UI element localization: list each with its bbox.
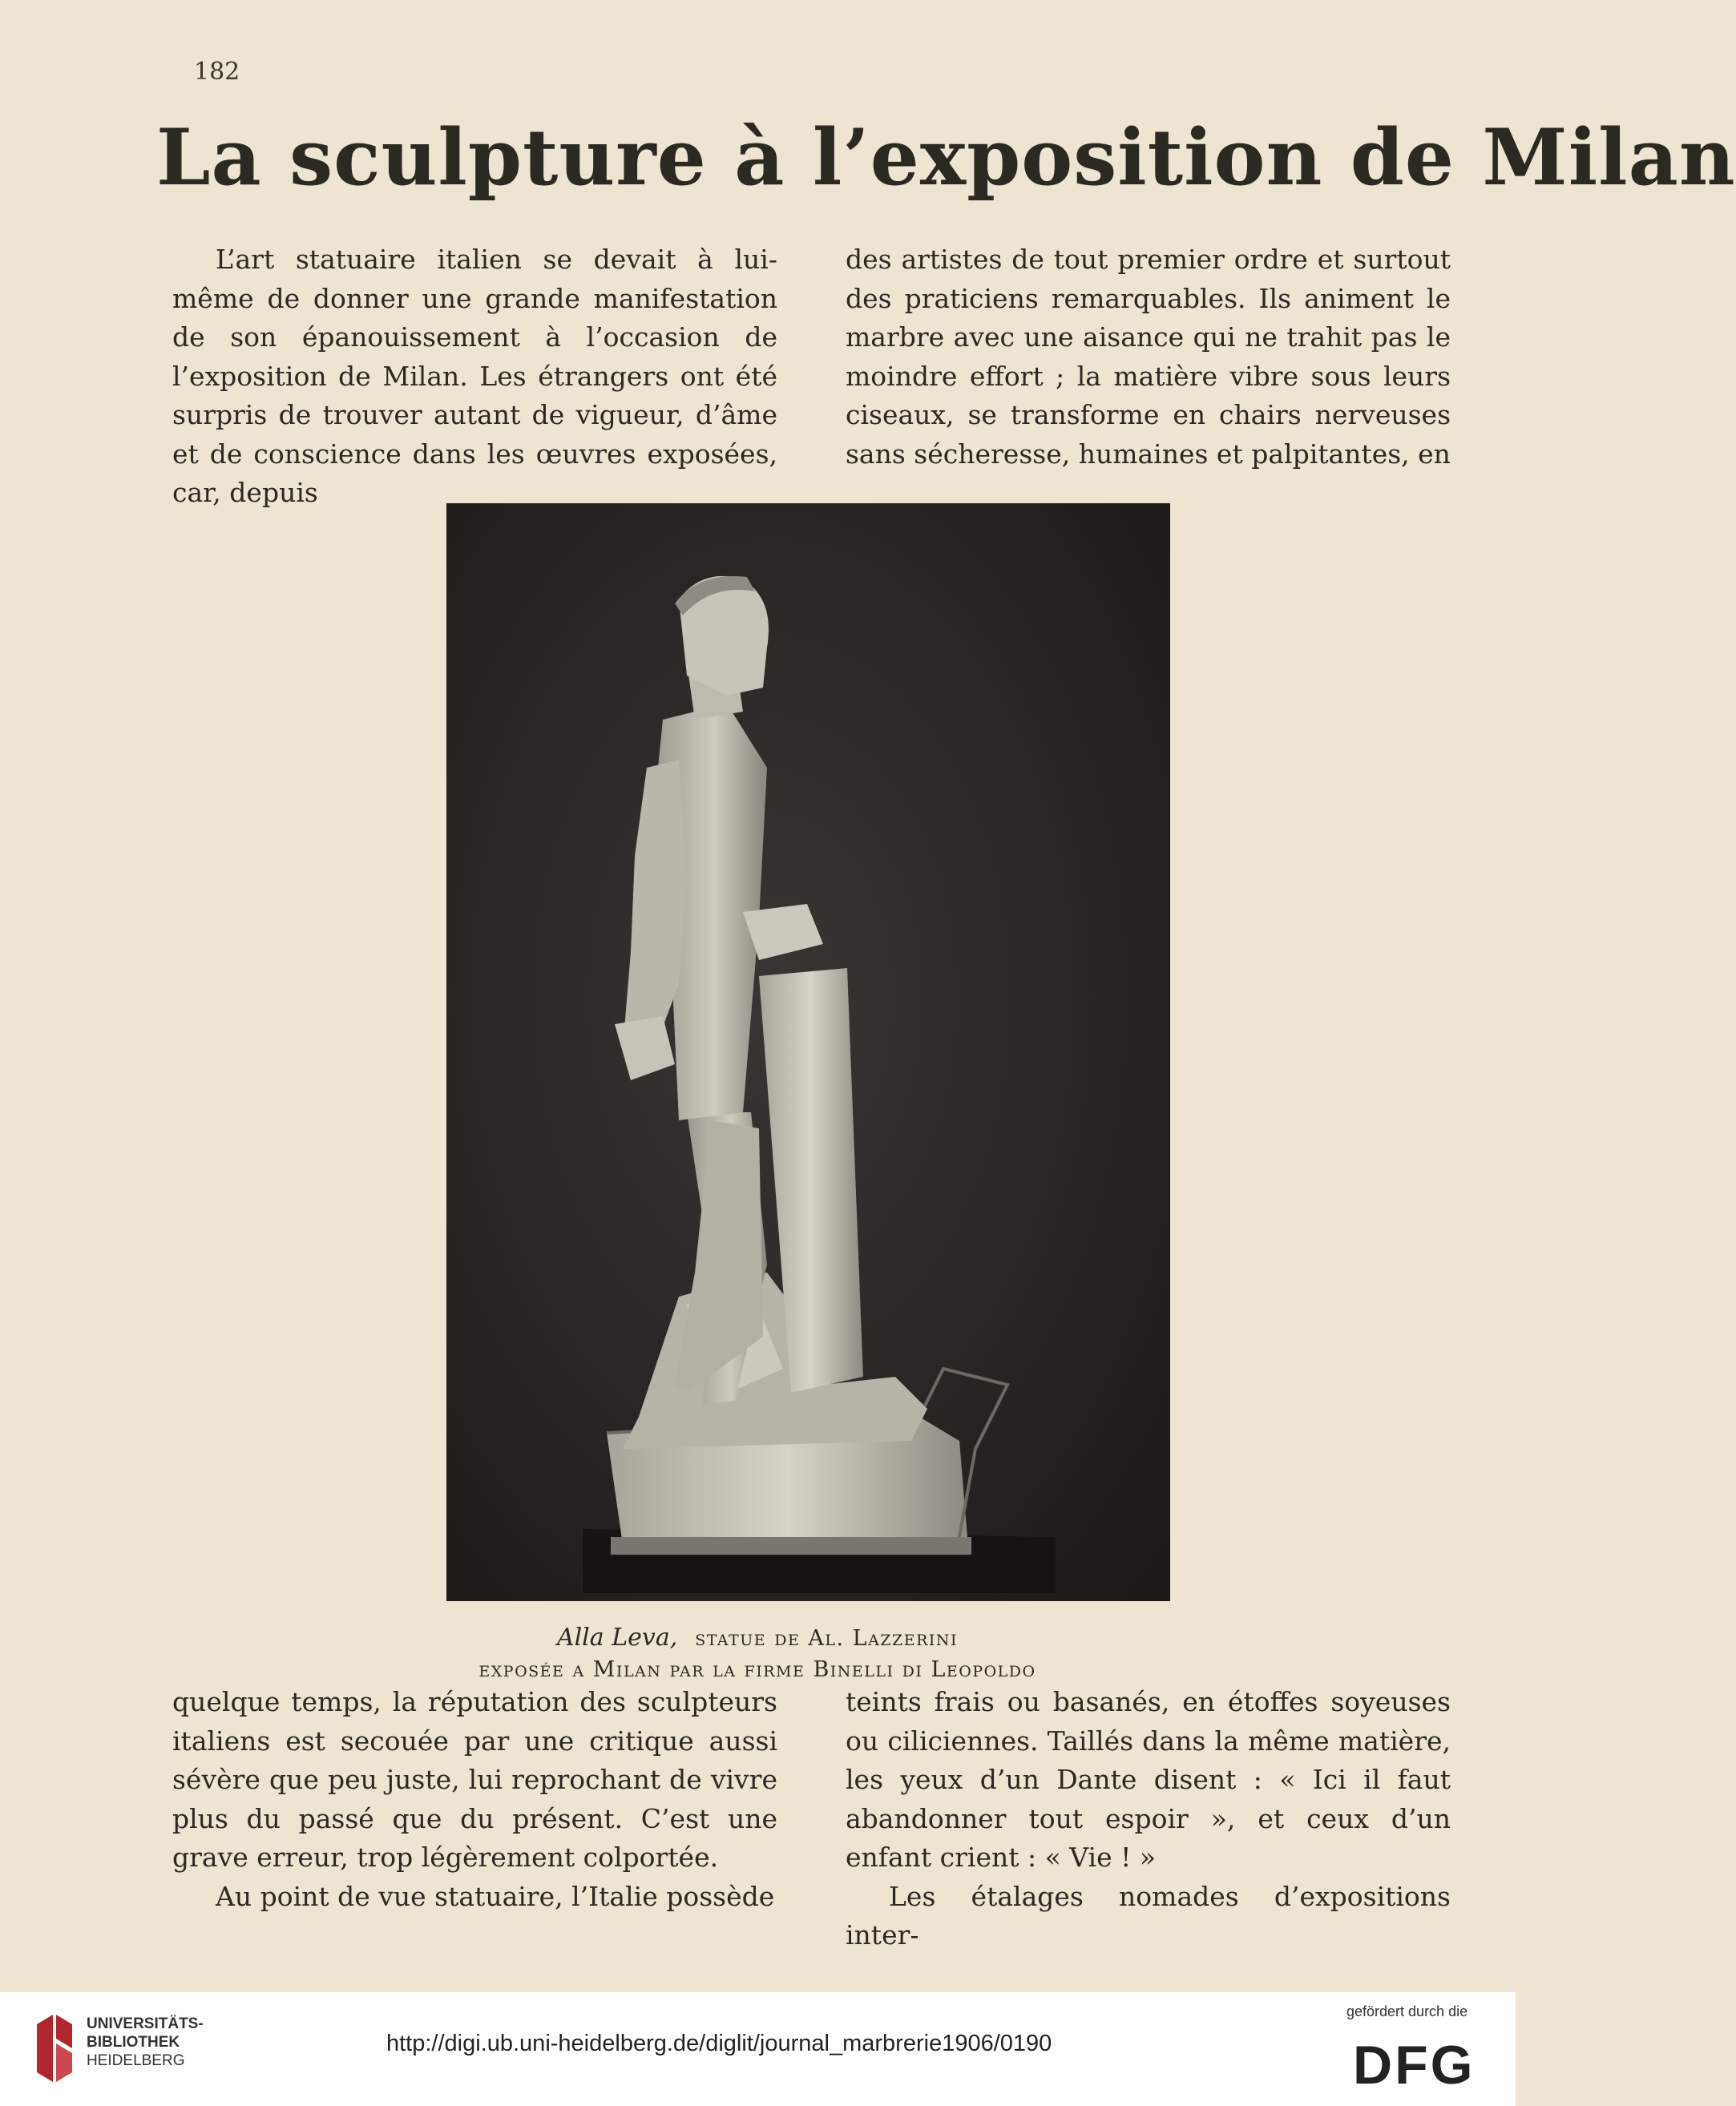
figure-caption-line-2: exposée a Milan par la firme Binelli di Leopoldo bbox=[478, 1657, 1036, 1682]
text-column-bottom-right bbox=[846, 1683, 1451, 1955]
library-name-line: UNIVERSITÄTS- bbox=[87, 2015, 204, 2032]
figure-caption-line-1 bbox=[240, 1624, 1274, 1652]
library-name bbox=[87, 2015, 204, 2070]
text-column-top-right bbox=[846, 240, 1451, 474]
funded-by-label: gefördert durch die bbox=[1346, 2003, 1468, 2019]
paragraph: L’art statuaire italien se devait à lui-même de donner une grande manifestation de son épanouissement à l’occasion de l’exposition de Milan. Les étrangers ont été surpris de trouver autant de vigueur, d’âme et de conscience dans les œuvres exposées, car, depuis bbox=[172, 244, 777, 508]
page-number: 182 bbox=[194, 58, 240, 86]
text-column-bottom-left bbox=[172, 1683, 777, 1916]
paragraph: Au point de vue statuaire, l’Italie possède bbox=[216, 1880, 775, 1912]
dfg-logo: DFG bbox=[1353, 2035, 1476, 2096]
statue-photograph bbox=[446, 503, 1170, 1601]
paragraph: quelque temps, la réputation des sculpteurs italiens est secouée par une critique aussi sévère que peu juste, lui reprochant de vivre plus du passé que du présent. C’est une grave erreur, trop légèrement colportée. bbox=[172, 1686, 777, 1873]
statue-illustration bbox=[446, 503, 1170, 1601]
paragraph: Les étalages nomades d’expositions inter- bbox=[846, 1880, 1451, 1951]
source-url-link[interactable]: http://digi.ub.uni-heidelberg.de/diglit/journal_marbrerie1906/0190 bbox=[386, 2031, 1052, 2056]
artwork-title: Alla Leva, bbox=[556, 1624, 678, 1652]
digitization-footer bbox=[0, 1992, 1516, 2106]
text-column-top-left bbox=[172, 240, 777, 513]
caption-text: statue de Al. Lazzerini bbox=[695, 1626, 959, 1651]
library-logo-icon bbox=[30, 2008, 79, 2088]
library-name-line: HEIDELBERG bbox=[87, 2052, 185, 2069]
paragraph: des artistes de tout premier ordre et surtout des praticiens remarquables. Ils animent le marbre avec une aisance qui ne trahit pas le moindre effort ; la matière vibre sous leurs ciseaux, se transforme en chairs nerveuses sans sécheresse, humaines et palpitantes, en bbox=[846, 244, 1451, 470]
paragraph: teints frais ou basanés, en étoffes soyeuses ou ciliciennes. Taillés dans la même matière, les yeux d’un Dante disent : « Ici il faut abandonner tout espoir », et ceux d’un enfant crient : « Vie ! » bbox=[846, 1686, 1451, 1873]
article-title: La sculpture à l’exposition de Milan bbox=[156, 112, 1736, 203]
library-name-line: BIBLIOTHEK bbox=[87, 2034, 180, 2051]
